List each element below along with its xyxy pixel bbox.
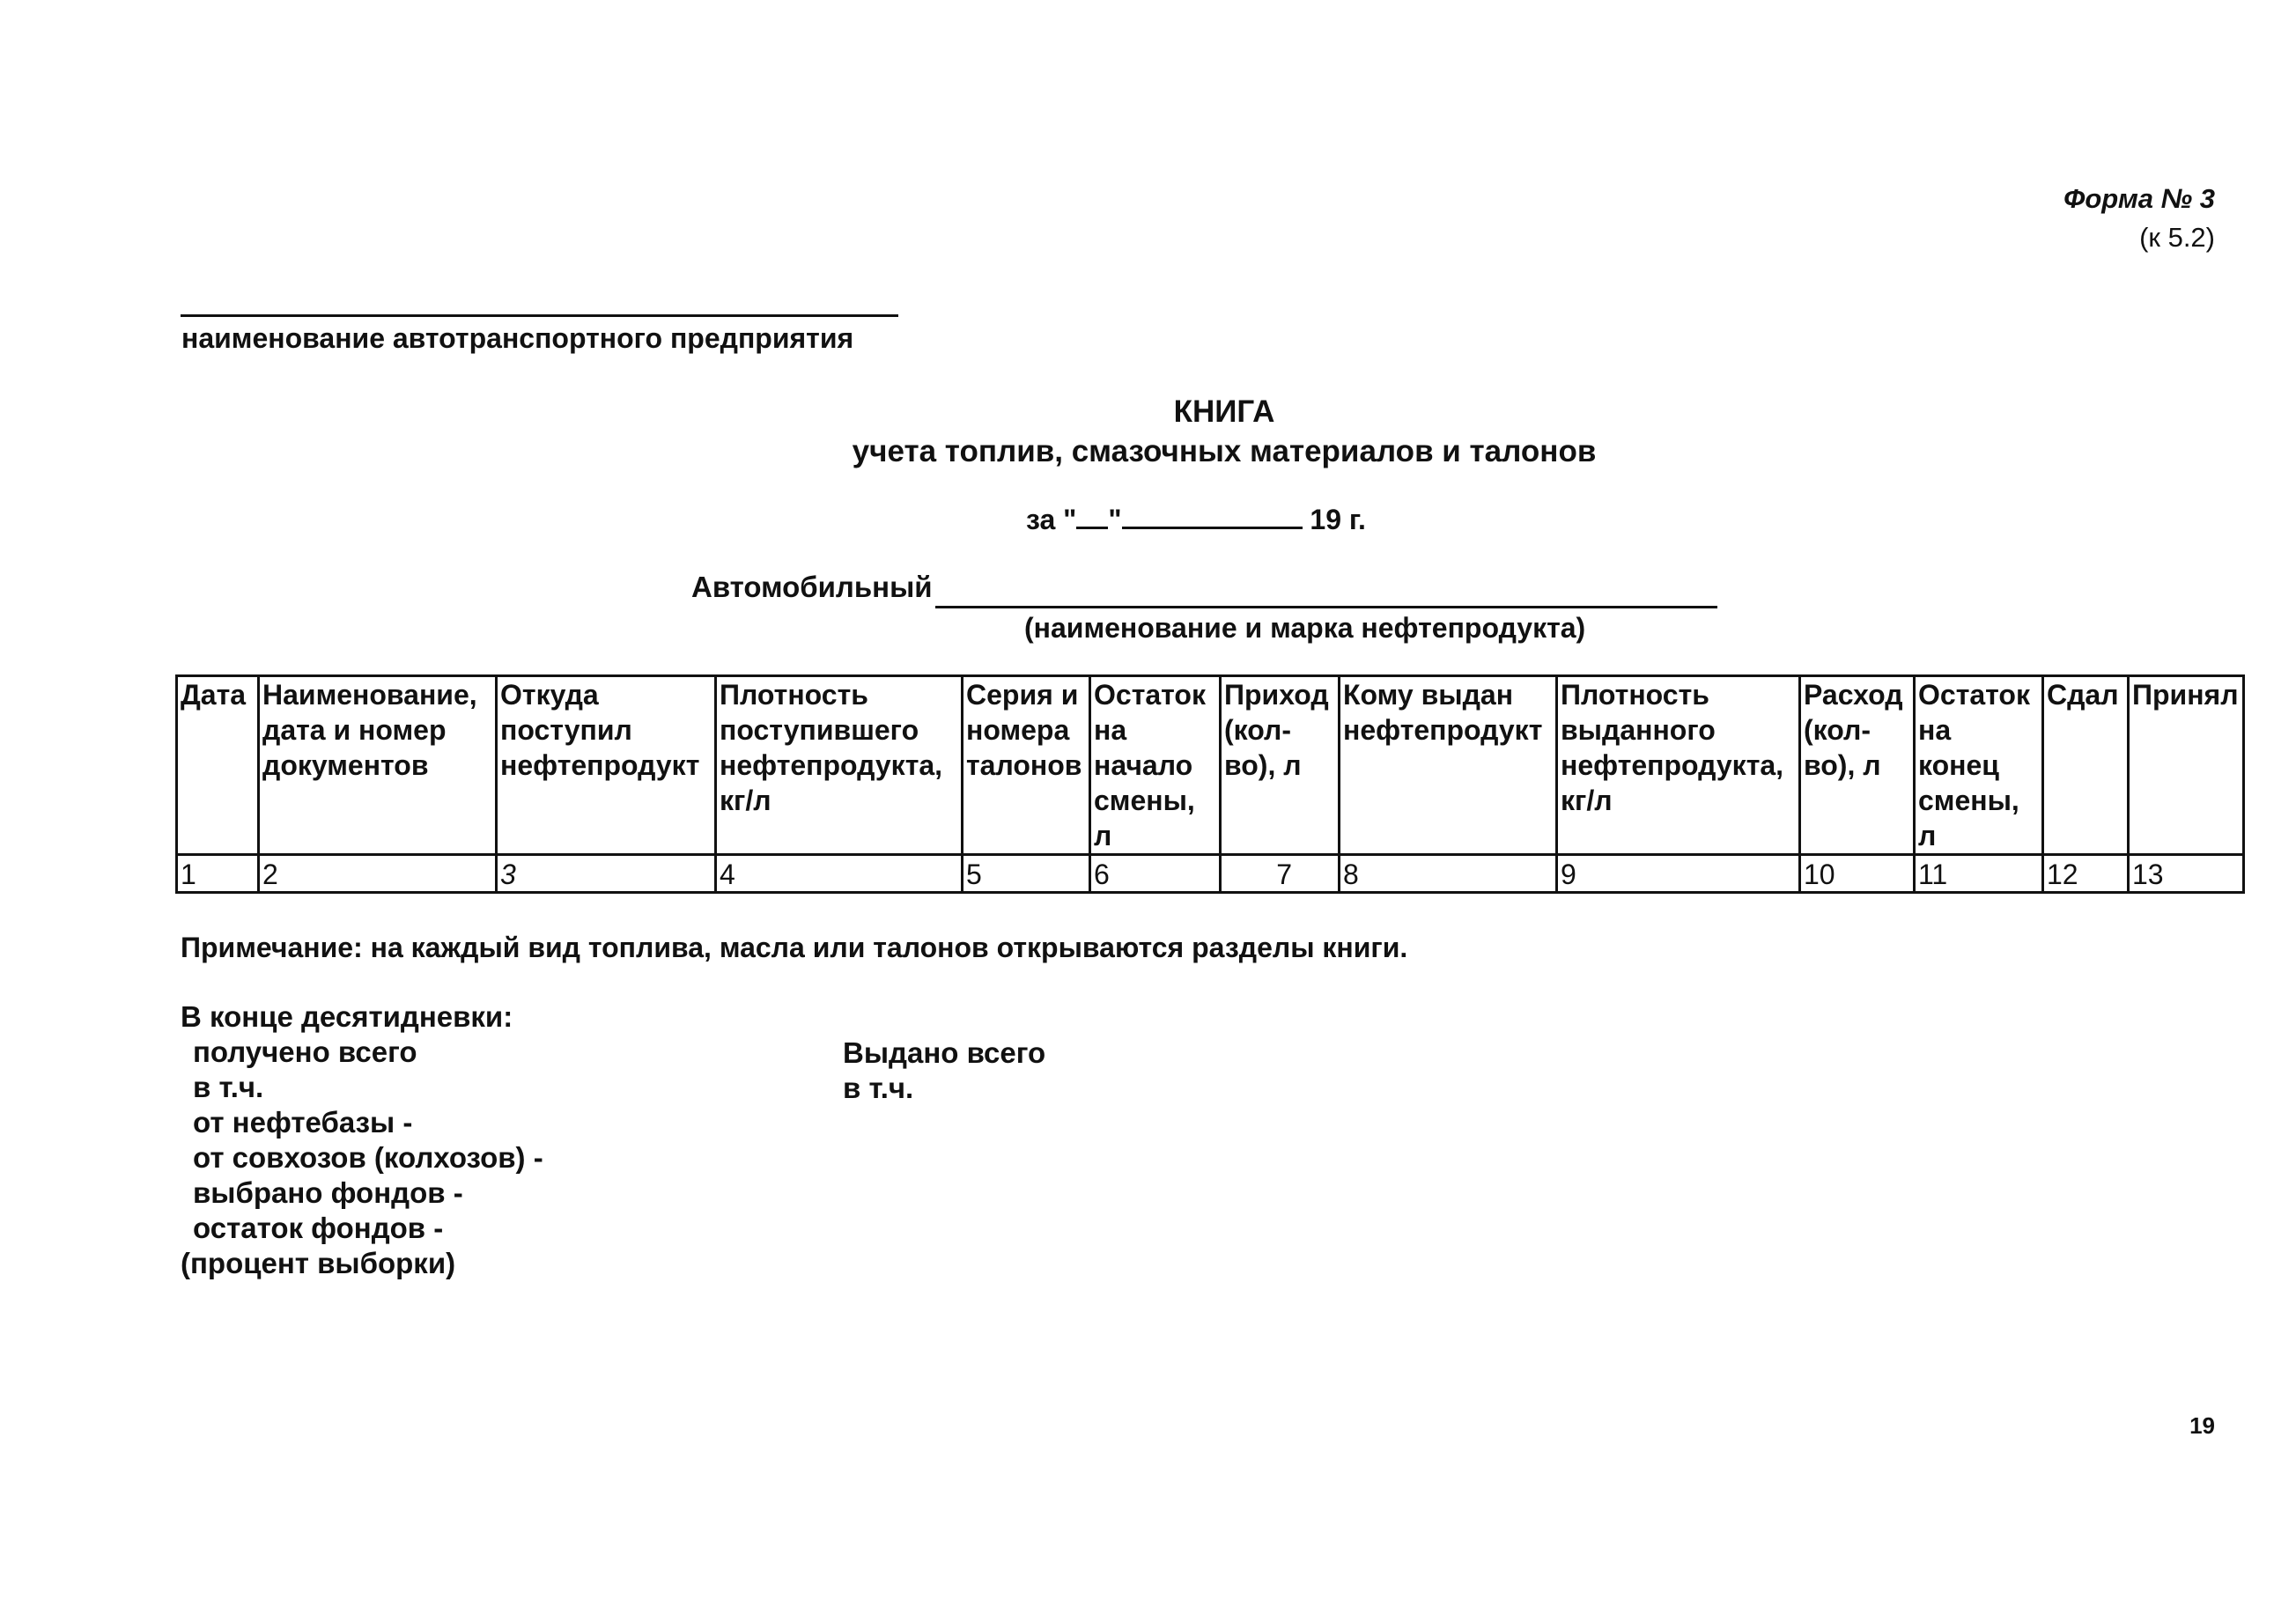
- column-number: 3: [497, 855, 716, 893]
- ledger-table: [175, 674, 2245, 894]
- column-number: 12: [2043, 855, 2129, 893]
- summary-item: от совхозов (колхозов) -: [193, 1141, 543, 1174]
- column-header-document: Наименование, дата и номер документов: [259, 676, 497, 855]
- summary-item: в т.ч.: [843, 1072, 914, 1104]
- column-header-density-issued: Плотность выданного нефтепродукта, кг/л: [1557, 676, 1800, 855]
- summary-item: остаток фондов -: [193, 1212, 444, 1244]
- column-header-consumption: Расход (кол-во), л: [1800, 676, 1915, 855]
- column-number: 7: [1221, 855, 1340, 893]
- column-number: 1: [177, 855, 259, 893]
- column-number: 13: [2129, 855, 2244, 893]
- page-number: 19: [2189, 1412, 2215, 1439]
- column-number: 2: [259, 855, 497, 893]
- summary-item: Выдано всего: [843, 1036, 1046, 1069]
- column-number: 4: [716, 855, 963, 893]
- column-number: 9: [1557, 855, 1800, 893]
- enterprise-caption: наименование автотранспортного предприятия: [181, 322, 854, 354]
- column-number: 11: [1915, 855, 2043, 893]
- column-header-density-received: Плотность поступившего нефтепродукта, кг/л: [716, 676, 963, 855]
- table-note: Примечание: на каждый вид топлива, масла или талонов открываются разделы книги.: [181, 932, 1408, 963]
- enterprise-name-line: [181, 314, 898, 317]
- summary-heading: В конце десятидневки:: [181, 1000, 513, 1033]
- column-header-issued-to: Кому выдан нефтепродукт: [1340, 676, 1557, 855]
- book-subtitle: учета топлив, смазочных материалов и талонов: [852, 434, 1597, 468]
- summary-item: от нефтебазы -: [193, 1106, 413, 1139]
- summary-item: выбрано фондов -: [193, 1176, 463, 1209]
- period-month-blank: [1122, 502, 1303, 529]
- product-caption: (наименование и марка нефтепродукта): [1024, 612, 1586, 644]
- summary-item: (процент выборки): [181, 1247, 456, 1279]
- form-number: Форма № 3: [2063, 183, 2215, 214]
- column-number: 8: [1340, 855, 1557, 893]
- ledger-header-row: [177, 676, 2244, 855]
- column-number: 5: [963, 855, 1090, 893]
- column-header-date: Дата: [177, 676, 259, 855]
- column-number: 6: [1090, 855, 1221, 893]
- form-reference: (к 5.2): [2139, 222, 2215, 253]
- summary-item: в т.ч.: [193, 1071, 264, 1103]
- book-title: КНИГА: [1173, 394, 1275, 429]
- period-row: [1026, 502, 1366, 536]
- column-header-incoming: Приход (кол-во), л: [1221, 676, 1340, 855]
- column-header-accepted: Принял: [2129, 676, 2244, 855]
- column-header-balance-end: Остаток на конец смены, л: [1915, 676, 2043, 855]
- product-name-line: [935, 606, 1717, 608]
- column-header-coupon-series: Серия и номера талонов: [963, 676, 1090, 855]
- period-quote-close: ": [1108, 504, 1122, 535]
- product-label: Автомобильный: [691, 571, 933, 603]
- column-header-handed-over: Сдал: [2043, 676, 2129, 855]
- period-day-blank: [1076, 502, 1108, 529]
- column-header-balance-start: Остаток на начало смены, л: [1090, 676, 1221, 855]
- summary-item: получено всего: [193, 1035, 417, 1068]
- summary-issued-block: [843, 1035, 1045, 1106]
- column-number: 10: [1800, 855, 1915, 893]
- column-header-source: Откуда поступил нефтепродукт: [497, 676, 716, 855]
- period-year-suffix: 19 г.: [1310, 504, 1366, 535]
- column-number-row: [177, 855, 2244, 893]
- summary-received-block: [181, 999, 543, 1281]
- period-prefix: за ": [1026, 504, 1077, 535]
